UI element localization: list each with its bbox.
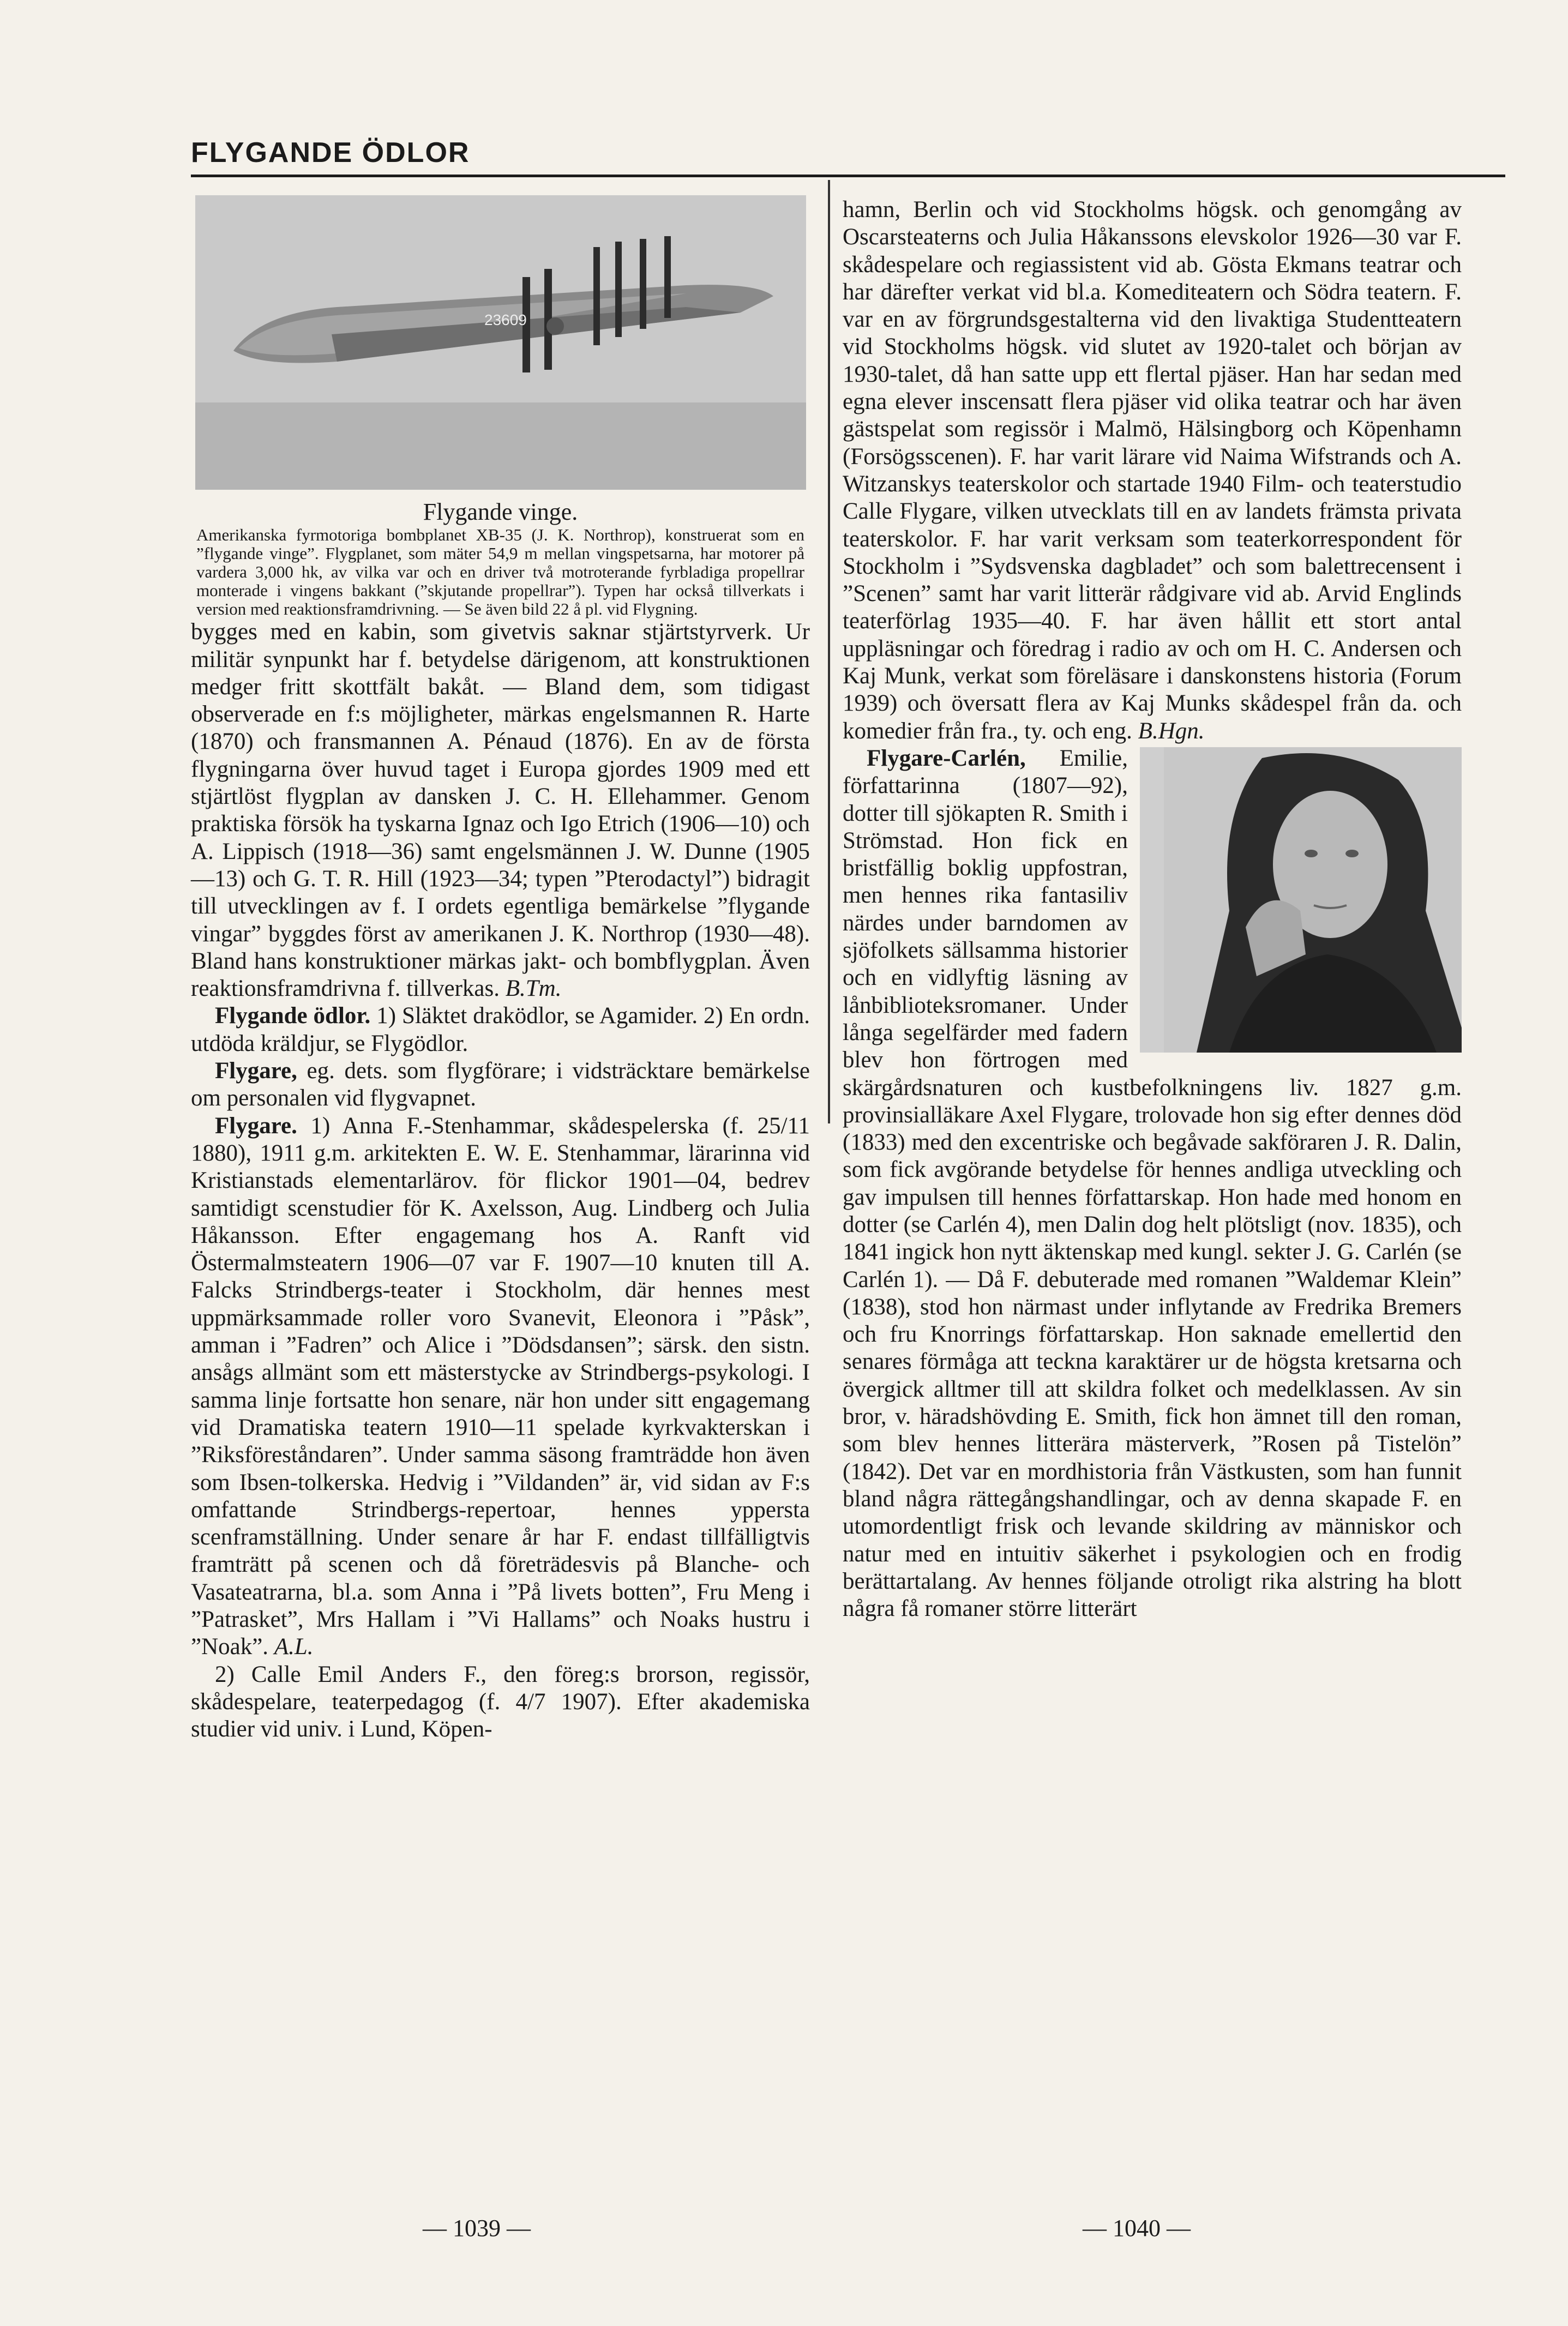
aircraft-serial: 23609 (484, 311, 527, 328)
author-signature: A.L. (274, 1634, 314, 1660)
entry-text: 1) Släktet draködlor, se Agamider. 2) En ordn. utdöda kräldjur, se Flygödlor. (191, 1003, 810, 1056)
header-title: FLYGANDE ÖDLOR (191, 137, 470, 169)
text: hamn, Berlin och vid Stockholms högsk. och genomgång av Oscarsteaterns och Julia Håkanssons elevskolor 1926—30 var F. skådespelare och regiassistent vid ab. Gösta Ekmans teatrar och har därefter verkat vid bl.a. Komediteatern och Södra teatern. F. var en av förgrundsgestalterna vid den livaktiga Studentteatern vid Stockholms högsk. vid slutet av 1920-talet och början av 1930-talet, då han satte upp ett flertal pjäser. Han har sedan med egna elever inscensatt flera pjäser vid olika teatrar och har även gästspelat som regissör i Malmö, Hälsingborg och Köpenhamn (Forsögsscenen). F. har varit lärare vid Naima Wifstrands och A. Witzanskys teaterskolor och startade 1940 Film- och teaterstudio Calle Flygare, vilken utvecklats till en av landets främsta privata teaterskolor. F. har varit verksam som teaterkorrespondent för Stockholm i ”Sydsvenska dagbladet” och som balettrecensent i ”Scenen” samt har varit litterär rådgivare vid ab. Arvid Englinds teaterförlag 1935—40. F. har även hållit ett stort antal uppläsningar och föredrag i radio av och om H. C. Andersen och Kaj Munk, verkat som föreläsare i danskonstens historia (Forum 1939) och översatt flera av Kaj Munks skådespel från da. och komedier från fra., ty. och eng. (843, 197, 1462, 744)
entry-flygare-carlen (843, 745, 1462, 1623)
figure-title: Flygande vinge. (423, 498, 578, 525)
entry-flygare-common (191, 1057, 810, 1113)
entry-flygare-anna (191, 1113, 810, 1661)
column-divider (828, 180, 830, 1123)
flying-wing-illustration (195, 195, 806, 490)
headword: Flygande ödlor. (215, 1003, 371, 1029)
left-column (191, 195, 810, 1743)
paragraph-flying-wing-cont (191, 618, 810, 1002)
figure-caption: Amerikanska fyrmotoriga bombplanet XB-35 (J. K. Northrop), konstruerat som en ”flygande vinge”. Flygplanet, som mäter 54,9 m mellan vingspetsarna, har motorer på vardera 3,000 hk, av vilka var och en driver två motroterande fyrbladiga propellrar monterade i vingens bakkant (”skjutande propellrar”). Typen har också tillverkats i version med reaktionsframdrivning. — Se även bild 22 å pl. vid Flygning. (196, 525, 804, 619)
portrait-photo (1140, 747, 1462, 1053)
paragraph-calle-cont (843, 196, 1462, 745)
text: bygges med en kabin, som givetvis saknar stjärtstyrverk. Ur militär synpunkt har f. betydelse därigenom, att konstruktionen medger fritt skottfält bakåt. — Bland dem, som tidigast observerade en f:s möjligheter, märkas engelsmannen R. Harte (1870) och fransmannen A. Pénaud (1876). En av de första flygningarna över huvud taget i Europa gjordes 1909 med ett stjärtlöst flygplan av dansken J. C. H. Ellehammer. Genom praktiska försök ha tyskarna Ignaz och Igo Etrich (1906—10) och A. Lippisch (1918—36) samt engelsmännen J. W. Dunne (1905—13) och G. T. R. Hill (1923—34; typen ”Pterodactyl”) bidragit till utvecklingen av f. I ordets egentliga bemärkelse ”flygande vingar” byggdes först av amerikanen J. K. Northrop (1930—48). Bland hans konstruktioner märkas jakt- och bombflygplan. Även reaktionsframdrivna f. tillverkas. (191, 619, 810, 1002)
portrait-illustration (1164, 747, 1462, 1053)
headword: Flygare, (215, 1058, 297, 1084)
entry-flygare-calle: 2) Calle Emil Anders F., den föreg:s brorson, regissör, skådespelare, teaterpedagog (f. 4/7 1907). Efter akademiska studier vid univ. i Lund, Köpen- (191, 1661, 810, 1742)
page-number-left: — 1039 — (423, 2215, 531, 2241)
entry-flygande-odlor (191, 1002, 810, 1057)
entry-text: Emilie, författarinna (1807—92), dotter till sjökapten R. Smith i Strömstad. Hon fick en bristfällig boklig uppfostran, men hennes rika fantasiliv närdes under barndomen av sjöfolkets sällsamma historier och en vidlyftig läsning av lånbiblioteksromaner. Under långa segelfärder med fadern blev hon förtrogen med skärgårdsnaturen och kustbefolkningens liv. 1827 g.m. provinsialläkare Axel Flygare, trolovade hon sig efter dennes död (1833) med den excentriske och begåvade sakföraren J. R. Dalin, som fick avgörande betydelse för hennes andliga utveckling och gav impulsen till hennes författarskap. Hon hade med honom en dotter (se Carlén 4), men Dalin dog helt plötsligt (nov. 1835), och 1841 ingick hon nytt äktenskap med kungl. sekter J. G. Carlén (se Carlén 1). — Då F. debuterade med romanen ”Waldemar Klein” (1838), stod hon närmast under inflytande av Fredrika Bremers och fru Knorrings författarskap. Hon saknade emellertid den senares förmåga att teckna karaktärer ur de högsta kretsarna och övergick alltmer till att skildra folket och medelklassen. Av sin bror, v. häradshövding E. Smith, fick hon ämnet till den roman, som blev hennes litterära mästerverk, ”Rosen på Tistelön” (1842). Det var en mordhistoria från Västkusten, som han funnit bland några rättegångshandlingar, och av denna skapade F. en utomordentligt frisk och levande skildring av människor och natur med en intuitiv säkerhet i psykologien och en frodig berättartalang. Av hennes följande otroligt rika alstring ha blott några få romaner större litterärt (843, 745, 1462, 1622)
author-signature: B.Hgn. (1138, 718, 1205, 744)
page-number-right: — 1040 — (1083, 2215, 1191, 2241)
author-signature: B.Tm. (505, 976, 562, 1002)
headword: Flygare-Carlén, (867, 745, 1026, 771)
right-column (843, 196, 1462, 1622)
aircraft-photo (195, 195, 806, 490)
headword: Flygare. (215, 1113, 297, 1139)
running-header (191, 136, 1505, 177)
entry-text: 1) Anna F.-Stenhammar, skådespelerska (f. 25/11 1880), 1911 g.m. arkitekten E. W. E. Stenhammar, lärarinna vid Kristianstads elementarlärov. för flickor 1901—04, bedrev samtidigt scenstudier för K. Axelsson, Aug. Lindberg och Julia Håkansson. Efter engagemang hos A. Ranft vid Östermalmsteatern 1906—07 var F. 1907—10 knuten till A. Falcks Strindbergs-teater i Stockholm, där hennes mest uppmärksammade roller voro Svanevit, Eleonora i ”Påsk”, amman i ”Fadren” och Alice i ”Dödsdansen”; särsk. den sistn. ansågs allmänt som ett mästerstycke av Strindbergs-psykologi. I samma linje fortsatte hon senare, när hon under sitt engagemang vid Dramatiska teatern 1910—11 spelade kyrkvakterskan i ”Riksföreståndaren”. Under samma säsong framträdde hon även som Ibsen-tolkerska. Hedvig i ”Vildanden” är, vid sidan av F:s omfattande Strindbergs-repertoar, hennes yppersta scenframställning. Under senare år har F. endast tillfälligtvis framträtt på scenen och då företrädesvis på Blanche- och Vasateatrarna, bl.a. som Anna i ”På livets botten”, Fru Meng i ”Patrasket”, Mrs Hallam i ”Vi Hallams” och Noaks hustru i ”Noak”. (191, 1113, 810, 1660)
entry-text: eg. dets. som flygförare; i vidsträcktare bemärkelse om personalen vid flygvapnet. (191, 1058, 810, 1111)
